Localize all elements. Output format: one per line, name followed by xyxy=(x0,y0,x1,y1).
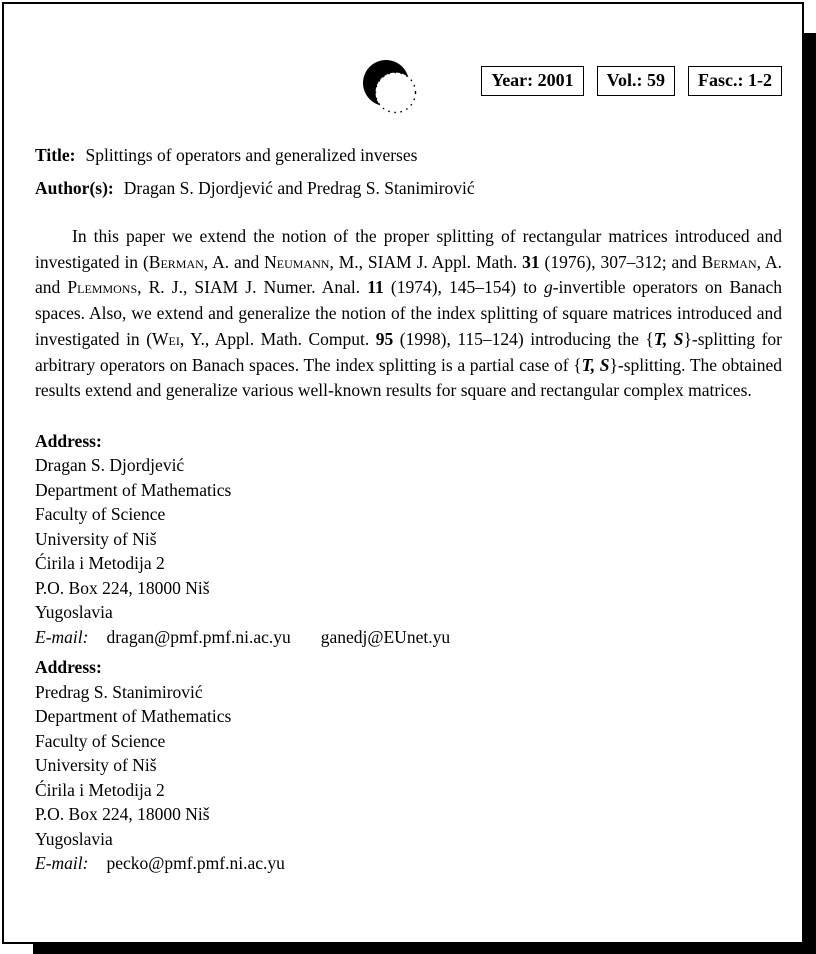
address-line: University of Niš xyxy=(35,755,157,776)
address-line: Department of Mathematics xyxy=(35,706,232,727)
email-address: pecko@pmf.pmf.ni.ac.yu xyxy=(106,853,285,874)
document-page xyxy=(2,2,804,944)
address-block-2 xyxy=(35,655,782,876)
address-line: Yugoslavia xyxy=(35,828,113,849)
email-address: dragan@pmf.pmf.ni.ac.yu xyxy=(106,626,291,647)
authors-label: Author(s): xyxy=(35,178,114,198)
paper-meta xyxy=(35,142,782,201)
address-line: Yugoslavia xyxy=(35,602,113,623)
address-line: Predrag S. Stanimirović xyxy=(35,681,203,702)
address-line: Department of Mathematics xyxy=(35,479,232,500)
email-line xyxy=(35,851,782,876)
paper-authors: Dragan S. Djordjević and Predrag S. Stanimirović xyxy=(123,178,475,198)
email-address: ganedj@EUnet.yu xyxy=(320,626,451,647)
issue-badges xyxy=(481,66,782,96)
address-line: Faculty of Science xyxy=(35,730,166,751)
address-line: Ćirila i Metodija 2 xyxy=(35,779,165,800)
volume-badge: Vol.: 59 xyxy=(597,66,675,96)
fascicle-badge: Fasc.: 1-2 xyxy=(688,66,782,96)
title-line xyxy=(35,142,782,168)
address-line: University of Niš xyxy=(35,528,157,549)
address-line: Faculty of Science xyxy=(35,504,166,525)
crescent-moon-icon xyxy=(361,58,419,116)
email-label: E-mail: xyxy=(35,853,89,874)
address-label: Address: xyxy=(35,430,102,451)
abstract-paragraph: In this paper we extend the notion of the proper splitting of rectangular matrices introduced and investigated in (Berman, A. and Neumann, M., SIAM J. Appl. Math. 31 (1976), 307–312; and Berman, A. and Plemmons, R. J., SIAM J. Numer. Anal. 11 (1974), 145–154) to g-invertible operators on Banach spaces. Also, we extend and generalize the notion of the index splitting of square matrices introduced and investigated in (Wei, Y., Appl. Math. Comput. 95 (1998), 115–124) introducing the {T, S}-splitting for arbitrary operators on Banach spaces. The index splitting is a partial case of {T, S}-splitting. The obtained results extend and generalize various well-known results for square and rectangular complex matrices. xyxy=(35,226,782,401)
title-label: Title: xyxy=(35,145,76,165)
email-label: E-mail: xyxy=(35,626,89,647)
address-line: Dragan S. Djordjević xyxy=(35,455,185,476)
page-header xyxy=(35,58,782,118)
year-badge: Year: 2001 xyxy=(481,66,583,96)
address-block-1 xyxy=(35,429,782,650)
address-line: P.O. Box 224, 18000 Niš xyxy=(35,804,210,825)
paper-title: Splittings of operators and generalized inverses xyxy=(85,145,418,165)
email-line xyxy=(35,625,782,650)
address-label: Address: xyxy=(35,657,102,678)
authors-line xyxy=(35,175,782,201)
address-line: P.O. Box 224, 18000 Niš xyxy=(35,577,210,598)
address-line: Ćirila i Metodija 2 xyxy=(35,553,165,574)
